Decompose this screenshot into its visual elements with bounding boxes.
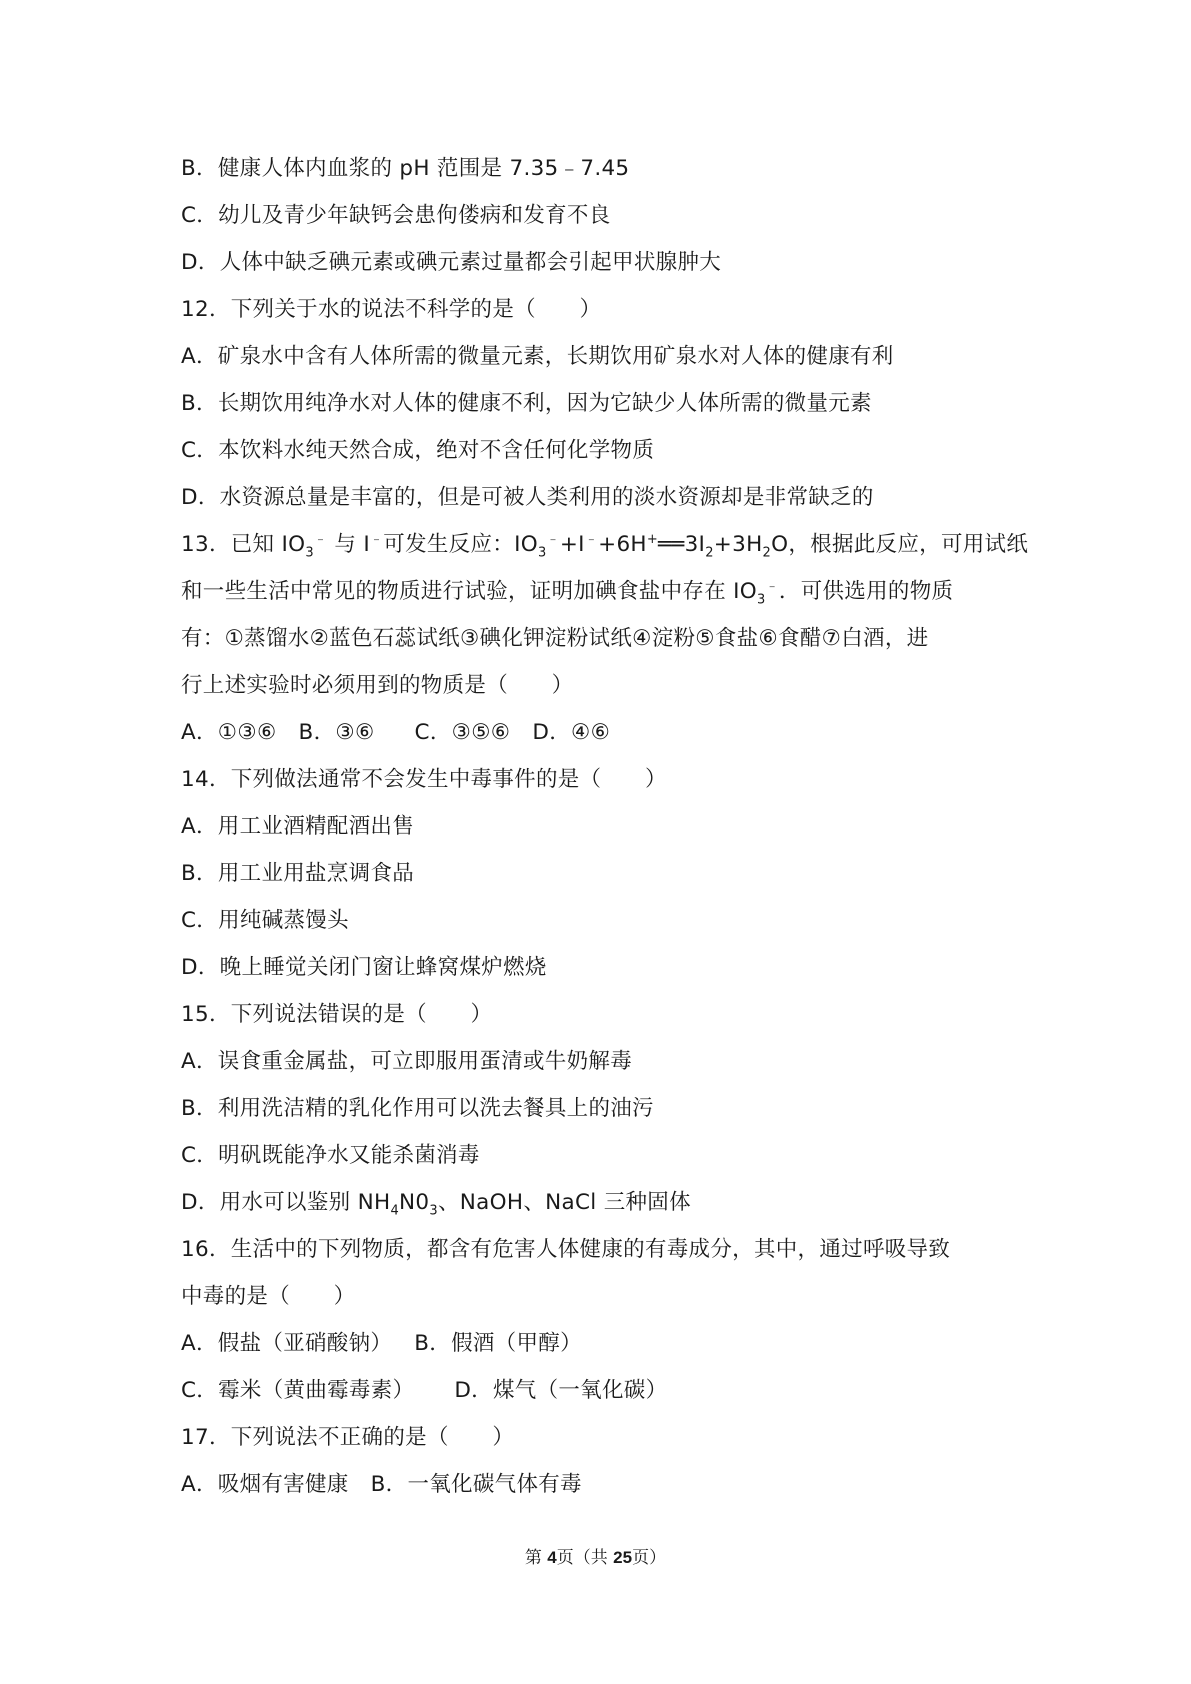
q13-stem-line-3: 有：①蒸馏水②蓝色石蕊试纸③碘化钾淀粉试纸④淀粉⑤食盐⑥食醋⑦白酒，进 [181,626,929,651]
q16-option-b: B．假酒（甲醇） [414,1331,582,1356]
q15-option-c: C．明矾既能净水又能杀菌消毒 [181,1143,480,1168]
q13-option-d: D．④⑥ [532,720,611,745]
q14-option-c: C．用纯碱蒸馒头 [181,908,349,933]
q14-stem: 14．下列做法通常不会发生中毒事件的是（ ） [181,767,667,792]
q12-option-d: D．水资源总量是丰富的，但是可被人类利用的淡水资源却是非常缺乏的 [181,485,874,510]
q16-stem-line-1: 16．生活中的下列物质，都含有危害人体健康的有毒成分，其中，通过呼吸导致 [181,1237,951,1262]
page-number: 4 [547,1548,557,1567]
q17-option-a: A．吸烟有害健康 [181,1472,349,1497]
q12-option-b: B．长期饮用纯净水对人体的健康不利，因为它缺少人体所需的微量元素 [181,391,872,416]
q15-stem: 15．下列说法错误的是（ ） [181,1002,493,1027]
q12-option-a: A．矿泉水中含有人体所需的微量元素，长期饮用矿泉水对人体的健康有利 [181,344,894,369]
q14-option-d: D．晚上睡觉关闭门窗让蜂窝煤炉燃烧 [181,955,547,980]
q16-option-d: D．煤气（一氧化碳） [454,1378,668,1403]
q11-option-d: D．人体中缺乏碘元素或碘元素过量都会引起甲状腺肿大 [181,250,722,275]
q13-options [181,718,610,748]
q16-stem-line-2: 中毒的是（ ） [181,1284,356,1309]
q12-stem: 12．下列关于水的说法不科学的是（ ） [181,297,602,322]
q17-option-b: B．一氧化碳气体有毒 [370,1472,582,1497]
q11-option-c: C．幼儿及青少年缺钙会患佝偻病和发育不良 [181,203,611,228]
q13-option-b: B．③⑥ [298,720,375,745]
q17-options [181,1470,582,1500]
q13-stem-line-1: 13．已知 $IO_3^﹣$ 与 I﹣可发生反应：$IO_3^﹣+I^﹣+6H^+══3I_2+3H_2O$，根据此反应，可用试纸 [181,531,1029,561]
q13-option-a: A．①③⑥ [181,720,277,745]
q13-stem-line-2: 和一些生活中常见的物质进行试验，证明加碘食盐中存在 $IO_3^﹣$．可供选用的物质 [181,578,954,608]
page-total: 25 [613,1548,633,1567]
q13-option-c: C．③⑤⑥ [414,720,511,745]
q16-option-a: A．假盐（亚硝酸钠） [181,1331,393,1356]
q14-option-a: A．用工业酒精配酒出售 [181,814,415,839]
page-footer: 第 4页（共 25页） [524,1548,667,1568]
q11-option-b: B．健康人体内血浆的 pH 范围是 7.35﹣7.45 [181,156,630,181]
q15-option-b: B．利用洗洁精的乳化作用可以洗去餐具上的油污 [181,1096,654,1121]
q14-option-b: B．用工业用盐烹调食品 [181,861,415,886]
q16-options-cd [181,1376,667,1406]
q15-option-d: D．用水可以鉴别 $NH_4N0_3$、NaOH、NaCl 三种固体 [181,1190,691,1219]
q12-option-c: C．本饮料水纯天然合成，绝对不含任何化学物质 [181,438,655,463]
q17-stem: 17．下列说法不正确的是（ ） [181,1425,515,1450]
q16-option-c: C．霉米（黄曲霉毒素） [181,1378,415,1403]
q15-option-a: A．误食重金属盐，可立即服用蛋清或牛奶解毒 [181,1049,633,1074]
q13-stem-line-4: 行上述实验时必须用到的物质是（ ） [181,673,574,698]
q16-options-ab [181,1329,582,1359]
